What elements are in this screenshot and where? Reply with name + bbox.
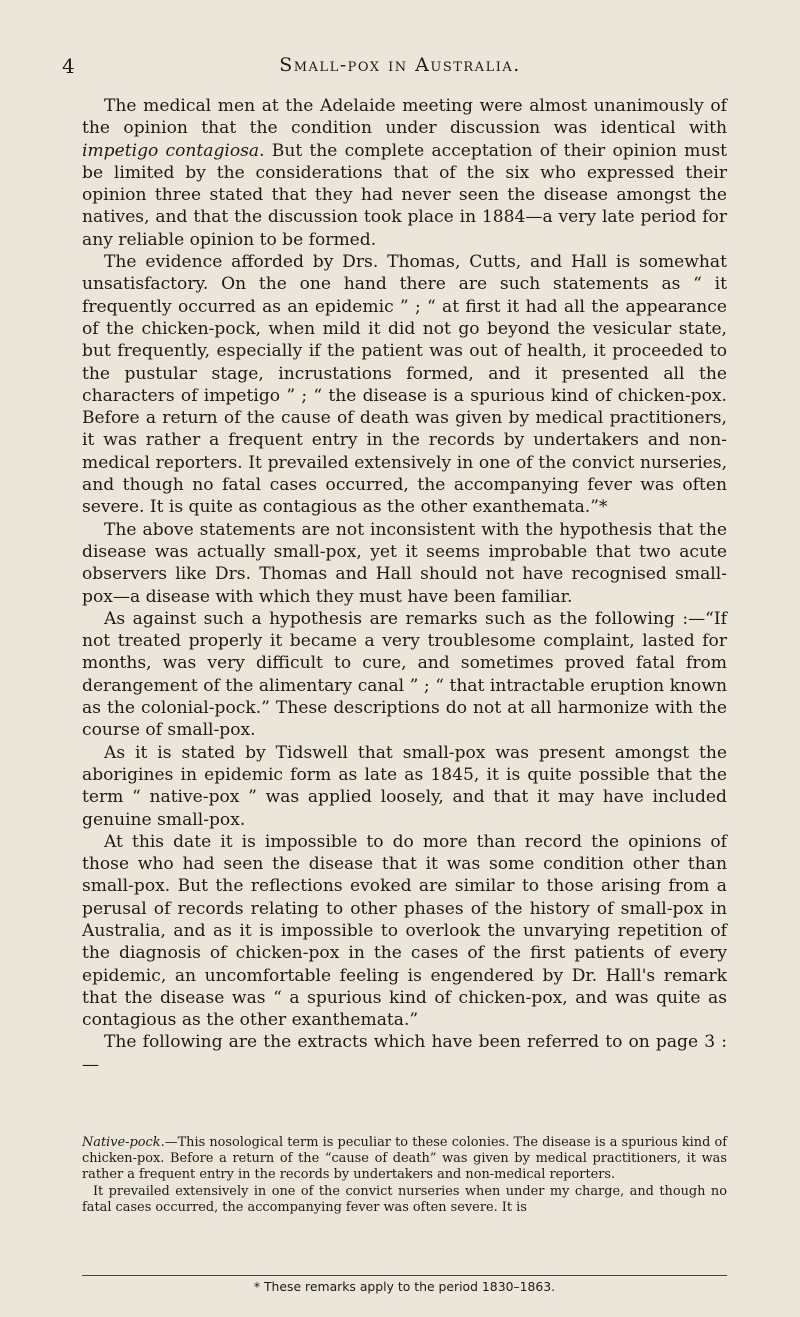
extract-block (82, 1135, 727, 1216)
footnote: * These remarks apply to the period 1830–1863. (253, 1279, 556, 1294)
paragraph: The following are the extracts which have been referred to on page 3 :— (82, 1032, 727, 1075)
page-number: 4 (62, 54, 75, 78)
page-header (62, 54, 738, 78)
paragraph: As against such a hypothesis are remarks such as the following :—“If not treated properly it became a very troublesome complaint, lasted for months, was very difficult to cure, and sometimes proved fatal from derangement of the alimentary canal ” ; “ that intractable eruption known as the colonial-pock.” These descriptions do not at all harmonize with the course of small-pox. (82, 608, 727, 741)
running-title: Small-pox in Australia. (279, 54, 521, 76)
extract-paragraph: Native-pock.—This nosological term is peculiar to these colonies. The disease is a spurious kind of chicken-pox. Before a return of the “cause of death” was given by medical practitioners, it was rather a frequent entry in the records by undertakers and non-medical reporters. (82, 1135, 727, 1183)
paragraph: The medical men at the Adelaide meeting were almost unanimously of the opinion that the condition under discussion was identical with impetigo contagiosa. But the complete acceptation of their opinion must be limited by the considerations that of the six who expressed their opinion three stated that they had never seen the disease amongst the natives, and that the discussion took place in 1884—a very late period for any reliable opinion to be formed. (82, 96, 727, 250)
paragraph: The above statements are not inconsistent with the hypothesis that the disease was actually small-pox, yet it seems improbable that two acute observers like Drs. Thomas and Hall should not have recognised small-pox—a disease with which they must have been familiar. (82, 519, 727, 607)
paragraph: The evidence afforded by Drs. Thomas, Cutts, and Hall is somewhat unsatisfactory. On the one hand there are such statements as “ it frequently occurred as an epidemic ” ; “ at first it had all the appearance of the chicken-pock, when mild it did not go beyond the vesicular state, but frequently, especially if the patient was out of health, it proceeded to the pustular stage, incrustations formed, and it presented all the characters of impetigo ” ; “ the disease is a spurious kind of chicken-pox. Before a return of the cause of death was given by medical practitioners, it was rather a frequent entry in the records by undertakers and non-medical reporters. It prevailed extensively in one of the convict nurseries, and though no fatal cases occurred, the accompanying fever was often severe. It is quite as contagious as the other exanthemata.”* (82, 252, 727, 518)
paragraph: At this date it is impossible to do more than record the opinions of those who had seen the disease that it was some condition other than small-pox. But the reflections evoked are similar to those arising from a perusal of records relating to other phases of the history of small-pox in Australia, and as it is impossible to overlook the unvarying repetition of the diagnosis of chicken-pox in the cases of the first patients of every epidemic, an uncomfortable feeling is engendered by Dr. Hall's remark that the disease was “ a spurious kind of chicken-pox, and was quite as contagious as the other exanthemata.” (82, 831, 727, 1031)
extract-paragraph: It prevailed extensively in one of the convict nurseries when under my charge, and though no fatal cases occurred, the accompanying fever was often severe. It is (82, 1183, 727, 1215)
body-text (82, 95, 727, 1076)
italic-term: impetigo contagiosa (82, 140, 260, 161)
paragraph: As it is stated by Tidswell that small-pox was present amongst the aborigines in epidemic form as late as 1845, it is quite possible that the term “ native-pox ” was applied loosely, and that it may have included genuine small-pox. (82, 742, 727, 830)
footnote-divider (82, 1275, 727, 1276)
extract-heading: Native-pock. (82, 1135, 165, 1150)
